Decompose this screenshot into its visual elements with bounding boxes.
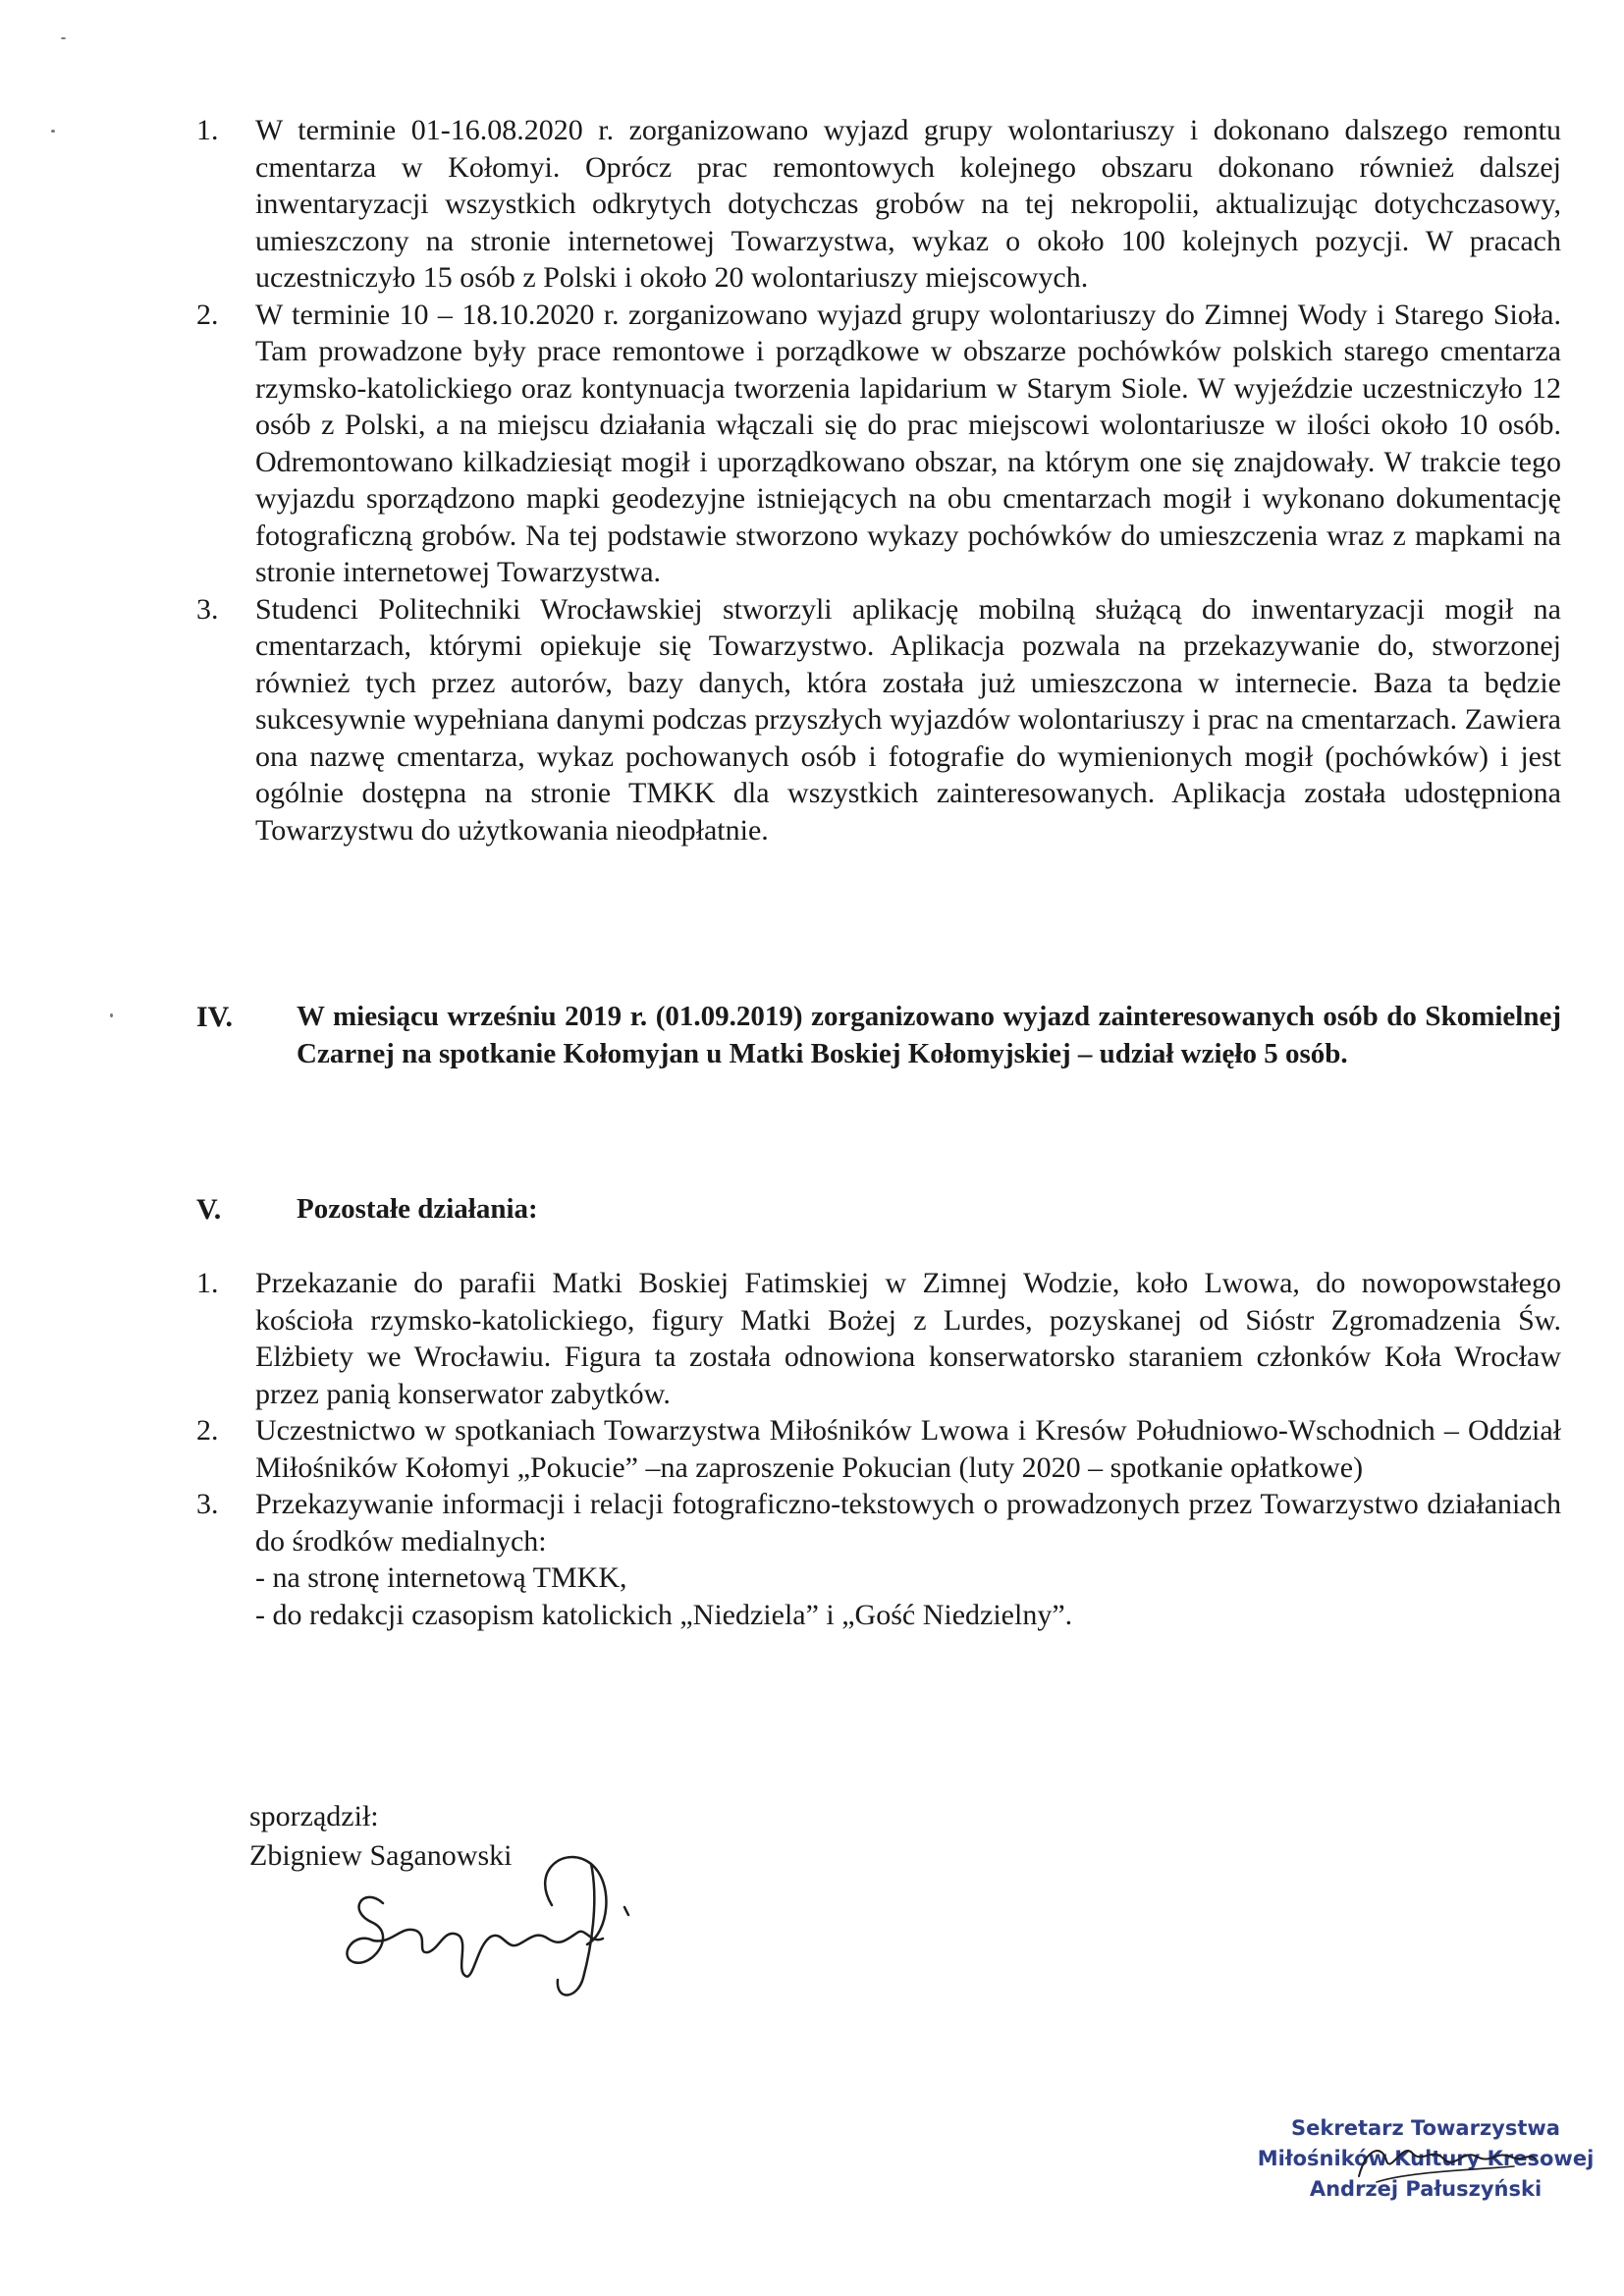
list-item [196, 297, 1561, 591]
list-item [196, 112, 1561, 297]
stamp-line-title: Sekretarz Towarzystwa [1291, 2116, 1560, 2140]
item-text: W terminie 10 – 18.10.2020 r. zorganizowano wyjazd grupy wolontariuszy do Zimnej Wody i Starego Sioła. Tam prowadzone były prace remontowe i porządkowe w obszarze pochówków polskich starego cmentarza rzymsko-katolickiego oraz kontynuacja tworzenia lapidarium w Starym Siole. W wyjeździe uczestniczyło 12 osób z Polski, a na miejscu działania włączali się do prac miejscowi wolontariusze w ilości około 10 osób. Odremontowano kilkadziesiąt mogił i uporządkowano obszar, na którym one się znajdowały. W trakcie tego wyjazdu sporządzono mapki geodezyjne istniejących na obu cmentarzach mogił i wykonano dokumentację fotograficzną grobów. Na tej podstawie stworzono wykazy pochówków do umieszczenia wraz z mapkami na stronie internetowej Towarzystwa. [255, 298, 1561, 588]
scan-speck [51, 130, 55, 133]
section-iv [196, 999, 1561, 1072]
scan-speck [110, 1013, 113, 1017]
secretary-stamp [1239, 2113, 1612, 2205]
section-number: IV. [196, 1001, 233, 1033]
section-title: Pozostałe działania: [297, 1193, 538, 1225]
item-number: 2. [196, 1414, 219, 1447]
list-item [196, 1412, 1561, 1486]
activities-list [196, 112, 1561, 848]
stamp-line-society: Miłośników Kultury Kresowej [1257, 2147, 1595, 2170]
item-number: 1. [196, 1267, 219, 1299]
item-number: 3. [196, 1488, 219, 1520]
item-text: Przekazywanie informacji i relacji fotograficzno-tekstowych o prowadzonych przez Towarzystwo działaniach do środków medialnych: [255, 1488, 1561, 1558]
item-text: Uczestnictwo w spotkaniach Towarzystwa Miłośników Lwowa i Kresów Południowo-Wschodnich – Oddział Miłośników Kołomyi „Pokucie” –na zaproszenie Pokucian (luty 2020 – spotkanie opłatkowe) [255, 1414, 1561, 1484]
other-activities-list [196, 1265, 1561, 1633]
list-item [196, 1486, 1561, 1633]
item-text: Przekazanie do parafii Matki Boskiej Fatimskiej w Zimnej Wodzie, koło Lwowa, do nowopowstałego kościoła rzymsko-katolickiego, figury Matki Bożej z Lurdes, pozyskanej od Sióstr Zgromadzenia Św. Elżbiety we Wrocławiu. Figura ta została odnowiona konserwatorsko staraniem członków Koła Wrocław przez panią konserwator zabytków. [255, 1267, 1561, 1410]
handwritten-signature [334, 1846, 677, 2013]
item-number: 2. [196, 298, 219, 331]
item-number: 3. [196, 592, 219, 626]
section-text: W miesiącu wrześniu 2019 r. (01.09.2019) zorganizowano wyjazd zainteresowanych osób do Skomielnej Czarnej na spotkanie Kołomyjan u Matki Boskiej Kołomyjskiej – udział wzięło 5 osób. [297, 1001, 1561, 1069]
stamp-signature [1347, 2133, 1543, 2192]
item-text: Studenci Politechniki Wrocławskiej stworzyli aplikację mobilną służącą do inwentaryzacji mogił na cmentarzach, którymi opiekuje się Towarzystwo. Aplikacja pozwala na przekazywanie do, stworzonej również tych przez autorów, bazy danych, która została już umieszczona w internecie. Baza ta będzie sukcesywnie wypełniana danymi podczas przyszłych wyjazdów wolontariuszy i prac na cmentarzach. Zawiera ona nazwę cmentarza, wykaz pochowanych osób i fotografie do wymienionych mogił (pochówków) i jest ogólnie dostępna na stronie TMKK dla wszystkich zainteresowanych. Aplikacja została udostępniona Towarzystwu do użytkowania nieodpłatnie. [255, 592, 1561, 847]
stamp-line-name: Andrzej Pałuszyński [1309, 2177, 1543, 2201]
signature-label: sporządził: [249, 1800, 379, 1832]
signature-name: Zbigniew Saganowski [249, 1839, 513, 1872]
section-number: V. [196, 1193, 222, 1226]
sub-item: - na stronę internetową TMKK, [255, 1561, 627, 1594]
list-item [196, 591, 1561, 849]
section-v [196, 1191, 1561, 1229]
item-number: 1. [196, 114, 219, 146]
list-item [196, 1265, 1561, 1412]
sub-item: - do redakcji czasopism katolickich „Niedziela” i „Gość Niedzielny”. [255, 1598, 1073, 1631]
scan-speck [61, 37, 66, 39]
item-text: W terminie 01-16.08.2020 r. zorganizowano wyjazd grupy wolontariuszy i dokonano dalszego remontu cmentarza w Kołomyi. Oprócz prac remontowych kolejnego obszaru dokonano również dalszej inwentaryzacji wszystkich odkrytych dotychczas grobów na tej nekropolii, aktualizując dotychczasowy, umieszczony na stronie internetowej Towarzystwa, wykaz o około 100 kolejnych pozycji. W pracach uczestniczyło 15 osób z Polski i około 20 wolontariuszy miejscowych. [255, 114, 1561, 294]
